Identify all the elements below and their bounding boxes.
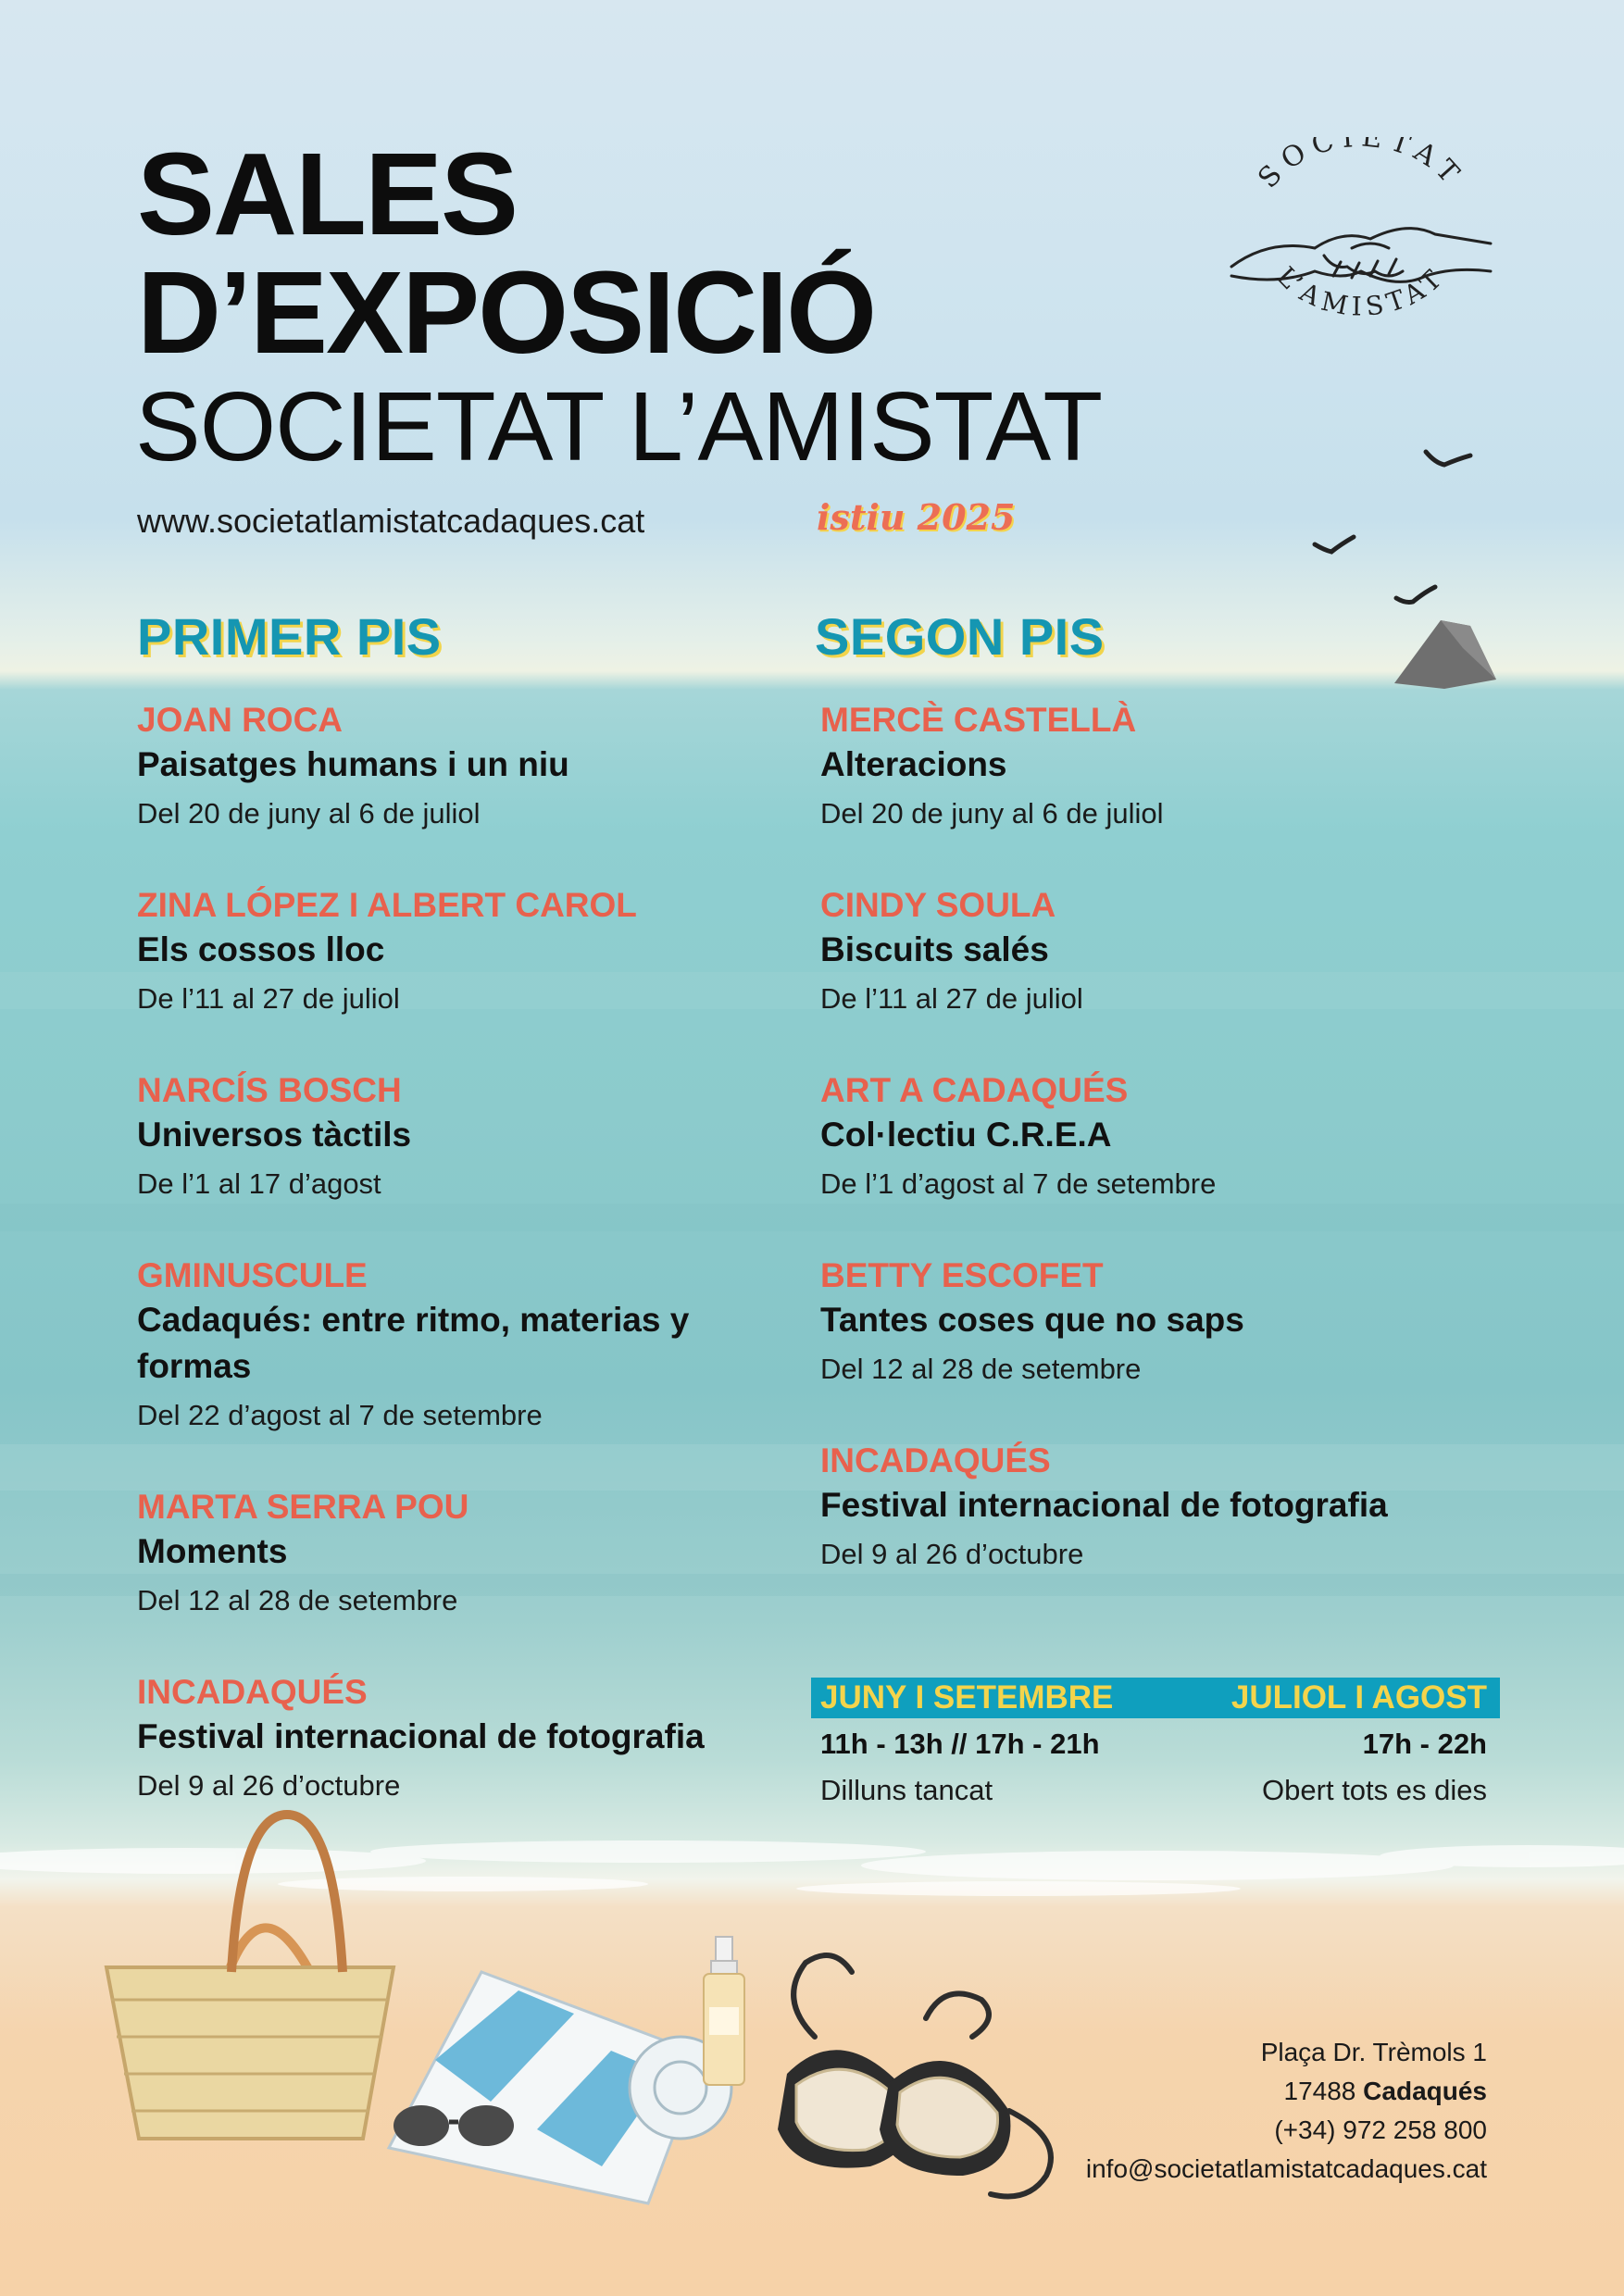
title-line-1: SALES [137, 129, 518, 259]
logo-bottom-text: L’AMISTAT [1270, 260, 1452, 323]
exhibition-dates: Del 12 al 28 de setembre [820, 1353, 1142, 1385]
artist-name: NARCÍS BOSCH [137, 1071, 402, 1109]
exhibition-title-continued: formas [137, 1347, 252, 1385]
hours-time-juliol-agost: 17h - 22h [1362, 1728, 1487, 1760]
exhibition-title: Col·lectiu C.R.E.A [820, 1116, 1112, 1154]
exhibition-title: Cadaqués: entre ritmo, materias y [137, 1301, 690, 1339]
list-item [820, 1254, 1450, 1395]
hours-note-juny-setembre: Dilluns tancat [820, 1774, 993, 1806]
contact-postcode: 17488 [1283, 2077, 1356, 2105]
hours-label-juliol-agost: JULIOL I AGOST [1230, 1679, 1487, 1716]
handshake-icon [1231, 229, 1491, 282]
artist-name: ART A CADAQUÉS [820, 1071, 1129, 1109]
contact-block [1086, 2033, 1487, 2189]
subtitle: SOCIETAT L’AMISTAT [135, 372, 1103, 481]
exhibition-dates: Del 20 de juny al 6 de juliol [820, 797, 1164, 830]
artist-name: JOAN ROCA [137, 701, 344, 739]
exhibition-dates: Del 22 d’agost al 7 de setembre [137, 1399, 543, 1431]
artist-name: MARTA SERRA POU [137, 1488, 469, 1526]
list-item [820, 884, 1450, 1025]
exhibition-title: Alteracions [820, 745, 1007, 783]
list-item [820, 699, 1450, 840]
rock-icon [1394, 620, 1496, 689]
exhibition-dates: Del 20 de juny al 6 de juliol [137, 797, 481, 830]
logo [1213, 137, 1509, 359]
exhibition-dates: Del 9 al 26 d’octubre [820, 1538, 1084, 1570]
exhibition-title: Festival internacional de fotografia [820, 1486, 1388, 1524]
exhibition-dates: De l’1 d’agost al 7 de setembre [820, 1167, 1217, 1200]
exhibition-dates: De l’11 al 27 de juliol [137, 982, 400, 1015]
list-item [820, 1440, 1450, 1580]
list-item [137, 1671, 767, 1812]
logo-top-text: SOCIETAT [1252, 137, 1470, 195]
exhibition-title: Tantes coses que no saps [820, 1301, 1244, 1339]
artist-name: INCADAQUÉS [820, 1441, 1051, 1479]
exhibition-dates: De l’1 al 17 d’agost [137, 1167, 381, 1200]
exhibition-title: Els cossos lloc [137, 930, 385, 968]
website-link[interactable]: www.societatlamistatcadaques.cat [137, 502, 645, 540]
artist-name: CINDY SOULA [820, 886, 1056, 924]
list-item [137, 699, 767, 840]
list-item [137, 1486, 767, 1627]
floor-heading-segon-pis: SEGON PIS [815, 607, 1105, 666]
sunscreen-bottle-icon [704, 1937, 744, 2085]
artist-name: BETTY ESCOFET [820, 1256, 1104, 1294]
list-item [137, 1254, 767, 1441]
birds-icon [1315, 452, 1470, 603]
exhibition-dates: De l’11 al 27 de juliol [820, 982, 1083, 1015]
hours-note-juliol-agost: Obert tots es dies [1262, 1774, 1487, 1806]
floor-heading-primer-pis: PRIMER PIS [137, 607, 442, 666]
contact-phone[interactable]: (+34) 972 258 800 [1274, 2115, 1487, 2144]
contact-town-line [1086, 2072, 1487, 2111]
towel-icon [389, 1972, 731, 2203]
artist-name: MERCÈ CASTELLÀ [820, 701, 1137, 739]
artist-name: GMINUSCULE [137, 1256, 368, 1294]
list-item [137, 884, 767, 1025]
exhibition-title: Paisatges humans i un niu [137, 745, 569, 783]
exhibition-dates: Del 9 al 26 d’octubre [137, 1769, 401, 1802]
exhibition-title: Festival internacional de fotografia [137, 1717, 705, 1755]
exhibition-title: Universos tàctils [137, 1116, 412, 1154]
hours-label-juny-setembre: JUNY I SETEMBRE [820, 1679, 1114, 1716]
season-label: istiu 2025 [817, 496, 1016, 538]
artist-name: ZINA LÓPEZ I ALBERT CAROL [137, 886, 637, 924]
list-item [820, 1069, 1450, 1210]
contact-address: Plaça Dr. Trèmols 1 [1260, 2038, 1487, 2066]
exhibition-dates: Del 12 al 28 de setembre [137, 1584, 458, 1616]
exhibition-title: Biscuits salés [820, 930, 1049, 968]
logo-graphic [1213, 137, 1509, 359]
espadrilles-icon [778, 1955, 1051, 2197]
title-line-2: D’EXPOSICIÓ [137, 247, 876, 378]
artist-name: INCADAQUÉS [137, 1673, 368, 1711]
contact-email[interactable]: info@societatlamistatcadaques.cat [1085, 2154, 1487, 2183]
list-item [137, 1069, 767, 1210]
contact-town: Cadaqués [1363, 2077, 1487, 2105]
hours-time-juny-setembre: 11h - 13h // 17h - 21h [820, 1728, 1100, 1760]
exhibition-title: Moments [137, 1532, 288, 1570]
